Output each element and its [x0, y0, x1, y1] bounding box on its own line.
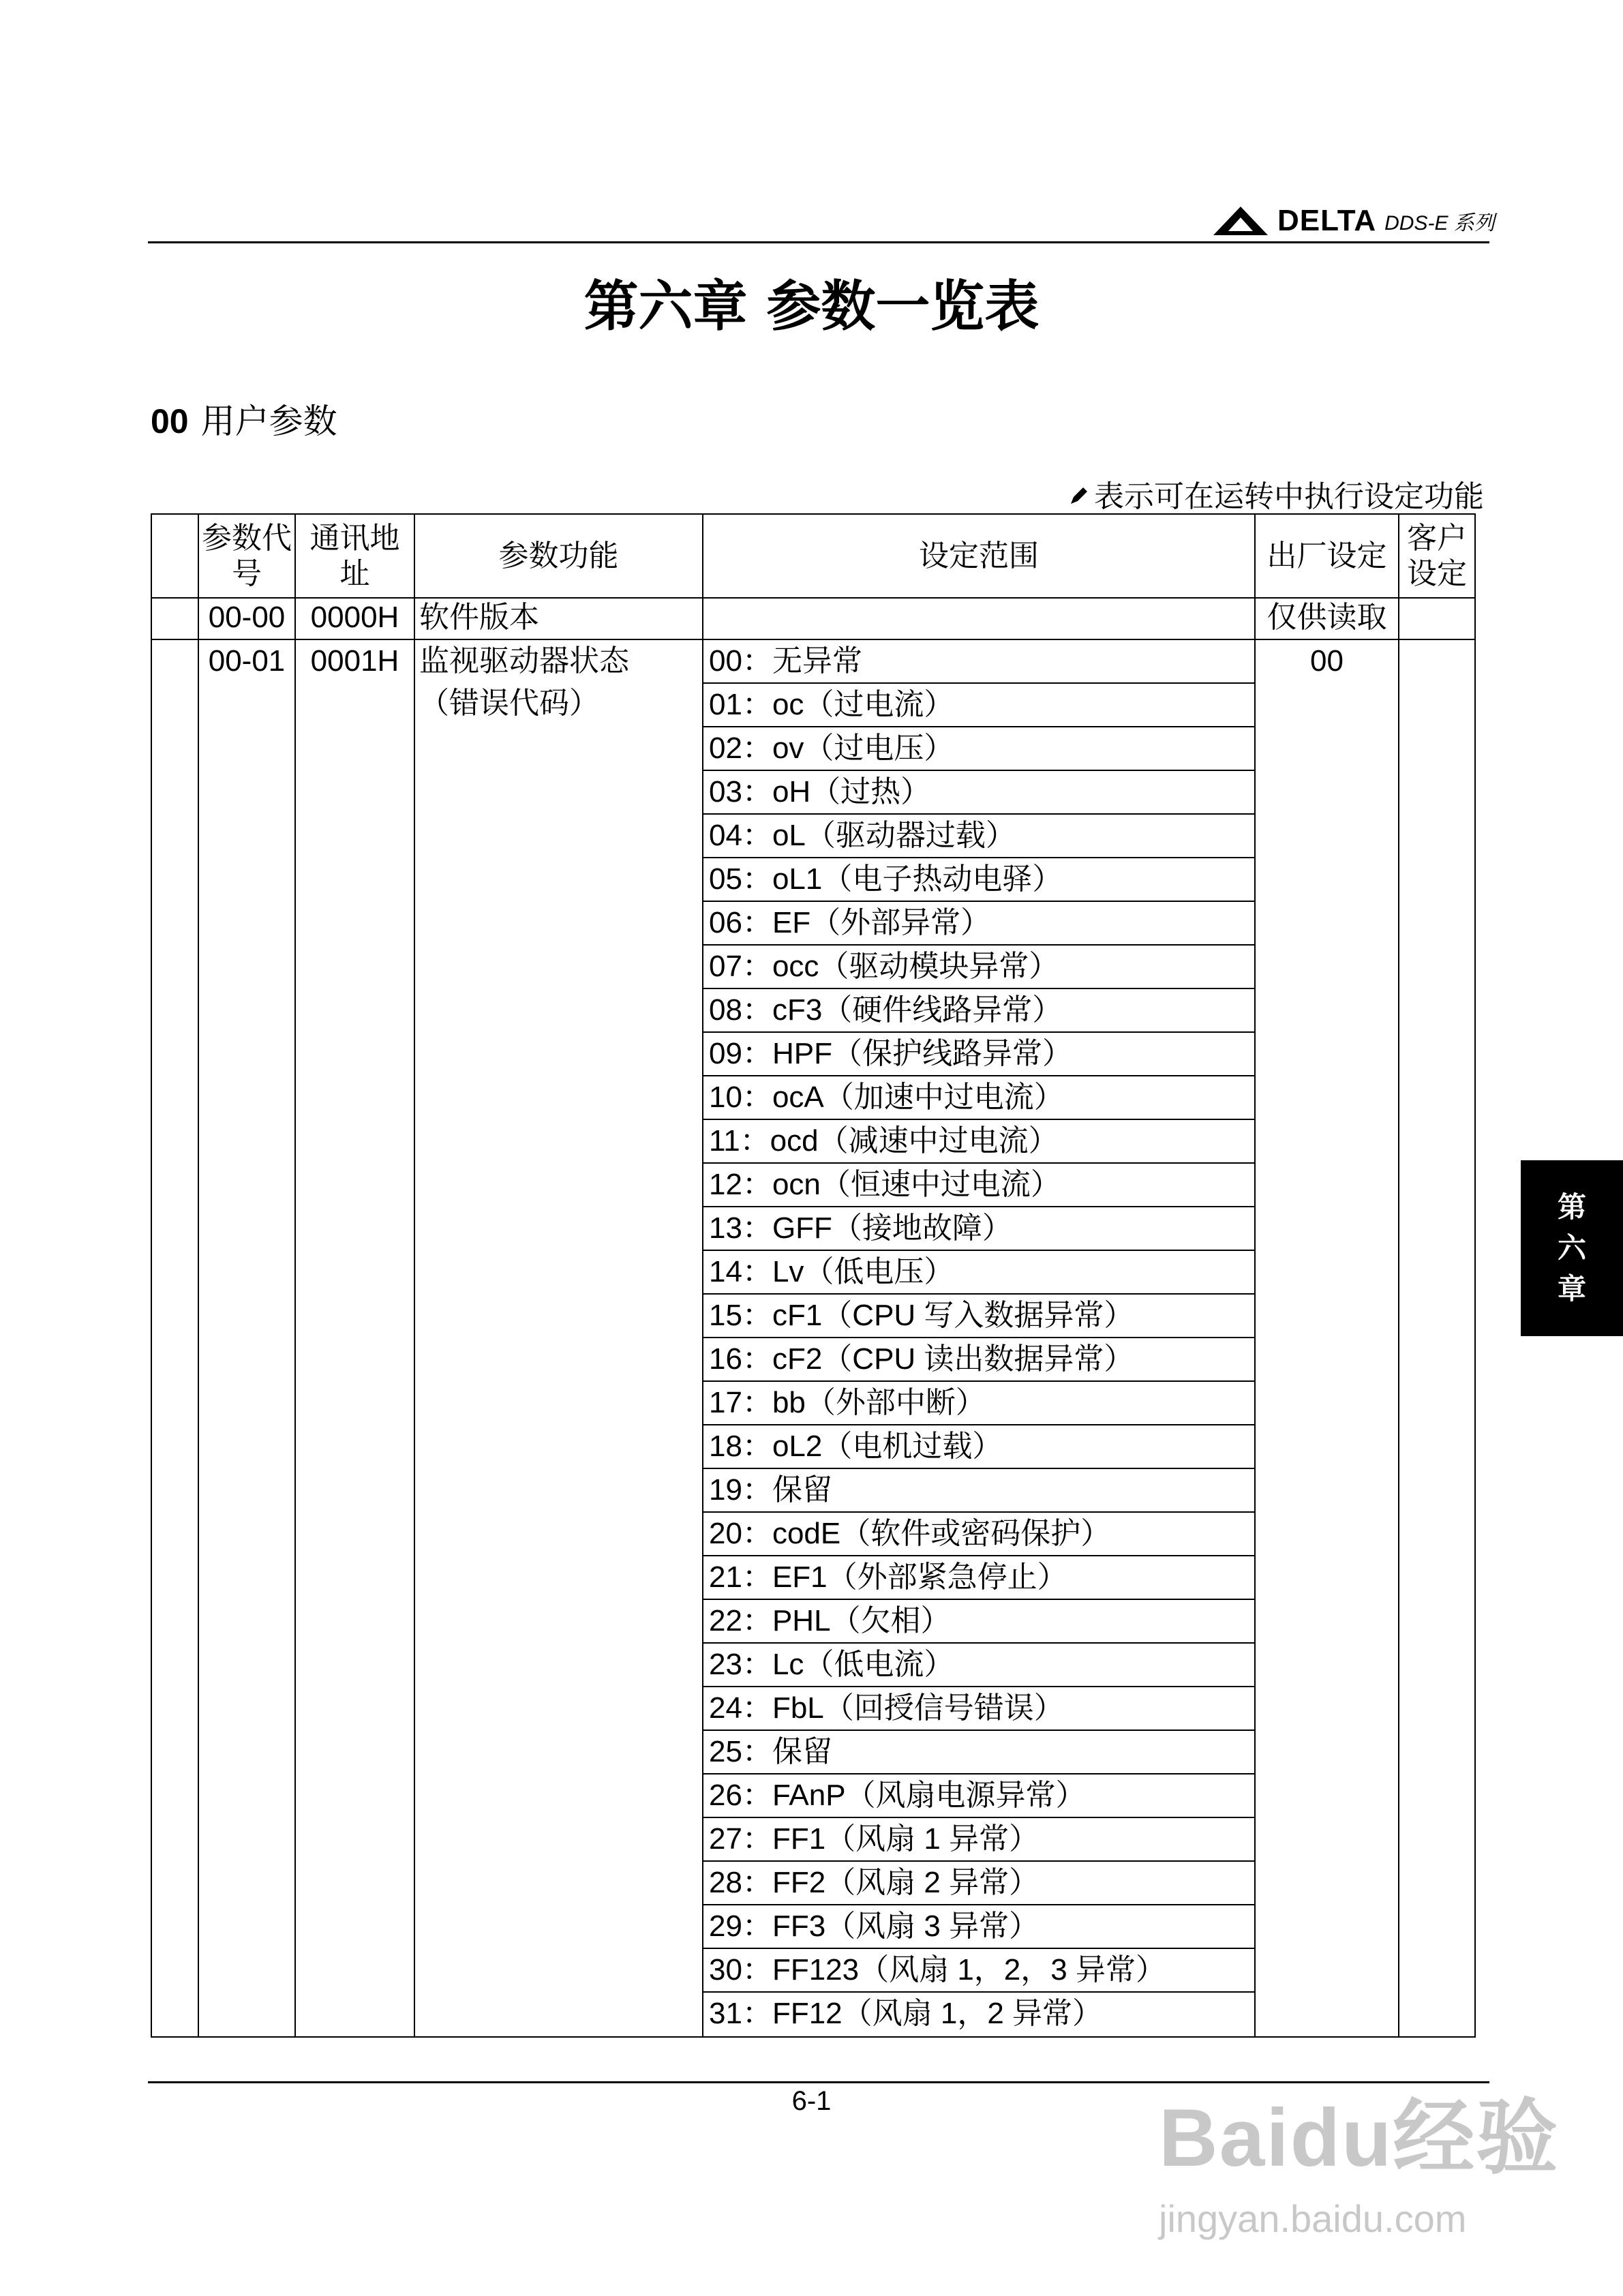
range-item: 03：oH（过热） — [703, 771, 1254, 815]
range-item: 11：ocd（减速中过电流） — [703, 1120, 1254, 1164]
watermark-sub: jingyan.baidu.com — [1159, 2197, 1467, 2240]
range-item: 25：保留 — [703, 1731, 1254, 1774]
chapter-tab-char: 六 — [1557, 1231, 1586, 1265]
range-item: 15：cF1（CPU 写入数据异常） — [703, 1295, 1254, 1338]
chapter-title: 第六章 参数一览表 — [583, 275, 1040, 338]
range-item: 29：FF3（风扇 3 异常） — [703, 1905, 1254, 1949]
function-line: （错误代码） — [419, 686, 599, 720]
range-item: 24：FbL（回授信号错误） — [703, 1687, 1254, 1731]
section-title — [151, 394, 337, 443]
series-label: DDS-E 系列 — [1384, 212, 1495, 235]
range-item: 27：FF1（风扇 1 异常） — [703, 1818, 1254, 1862]
range-item: 09：HPF（保护线路异常） — [703, 1033, 1254, 1076]
header-factory: 出厂设定 — [1255, 514, 1399, 598]
range-item: 21：EF1（外部紧急停止） — [703, 1556, 1254, 1600]
range-item: 10：ocA（加速中过电流） — [703, 1076, 1254, 1120]
param-factory: 仅供读取 — [1255, 598, 1399, 639]
logo-text: DELTA — [1277, 204, 1377, 237]
range-item: 13：GFF（接地故障） — [703, 1207, 1254, 1251]
range-item: 01：oc（过电流） — [703, 684, 1254, 727]
range-item: 28：FF2（风扇 2 异常） — [703, 1862, 1254, 1905]
param-code: 00-01 — [198, 639, 295, 2037]
param-function — [414, 639, 703, 2037]
watermark — [1159, 2072, 1559, 2241]
header-range: 设定范围 — [703, 514, 1255, 598]
table-header-row — [151, 514, 1475, 598]
legend-note — [1068, 472, 1484, 515]
header-address: 通讯地址 — [295, 514, 414, 598]
legend-text: 表示可在运转中执行设定功能 — [1094, 479, 1484, 514]
range-item: 04：oL（驱动器过载） — [703, 815, 1254, 858]
header-mark-cell — [151, 514, 198, 598]
range-item: 17：bb（外部中断） — [703, 1382, 1254, 1425]
range-item: 07：occ（驱动模块异常） — [703, 946, 1254, 989]
watermark-main: Baidu经验 — [1159, 2092, 1560, 2184]
chapter-tab — [1521, 1160, 1623, 1336]
range-item: 02：ov（过电压） — [703, 727, 1254, 771]
range-item: 16：cF2（CPU 读出数据异常） — [703, 1338, 1254, 1382]
param-factory: 00 — [1255, 639, 1399, 2037]
range-item: 20：codE（软件或密码保护） — [703, 1513, 1254, 1556]
param-range — [703, 639, 1255, 2037]
range-item: 18：oL2（电机过载） — [703, 1425, 1254, 1469]
range-item: 08：cF3（硬件线路异常） — [703, 989, 1254, 1033]
param-customer — [1399, 639, 1475, 2037]
range-item: 05：oL1（电子热动电驿） — [703, 858, 1254, 902]
range-item: 31：FF12（风扇 1，2 异常） — [709, 1997, 1103, 2030]
param-range — [703, 598, 1255, 639]
header-code: 参数代号 — [198, 514, 295, 598]
range-item: 06：EF（外部异常） — [703, 902, 1254, 946]
chapter-tab-char: 章 — [1557, 1272, 1586, 1305]
row-mark-cell — [151, 598, 198, 639]
range-item: 26：FAnP（风扇电源异常） — [703, 1774, 1254, 1818]
range-item: 30：FF123（风扇 1，2，3 异常） — [703, 1949, 1254, 1993]
header-function: 参数功能 — [414, 514, 703, 598]
param-customer — [1399, 598, 1475, 639]
table-row — [151, 639, 1475, 2037]
pencil-icon — [1068, 479, 1090, 514]
param-address: 0001H — [295, 639, 414, 2037]
range-item: 19：保留 — [703, 1469, 1254, 1513]
range-item: 23：Lc（低电流） — [703, 1644, 1254, 1687]
row-mark-cell — [151, 639, 198, 2037]
range-item: 12：ocn（恒速中过电流） — [703, 1164, 1254, 1207]
param-address: 0000H — [295, 598, 414, 639]
header-customer: 客户设定 — [1399, 514, 1475, 598]
section-number: 00 — [151, 402, 189, 440]
brand-header — [1213, 200, 1495, 241]
page-number: 6-1 — [791, 2086, 832, 2116]
table-row — [151, 598, 1475, 639]
section-name: 用户参数 — [200, 402, 337, 441]
function-line: 监视驱动器状态 — [419, 644, 629, 678]
parameter-table — [151, 513, 1476, 2038]
range-item: 22：PHL（欠相） — [703, 1600, 1254, 1644]
header-rule — [148, 241, 1489, 243]
range-list — [703, 640, 1254, 2036]
delta-logo-icon — [1213, 205, 1272, 237]
range-item: 00：无异常 — [703, 640, 1254, 684]
param-code: 00-00 — [198, 598, 295, 639]
param-function: 软件版本 — [414, 598, 703, 639]
chapter-tab-char: 第 — [1557, 1190, 1586, 1224]
range-item: 14：Lv（低电压） — [703, 1251, 1254, 1295]
